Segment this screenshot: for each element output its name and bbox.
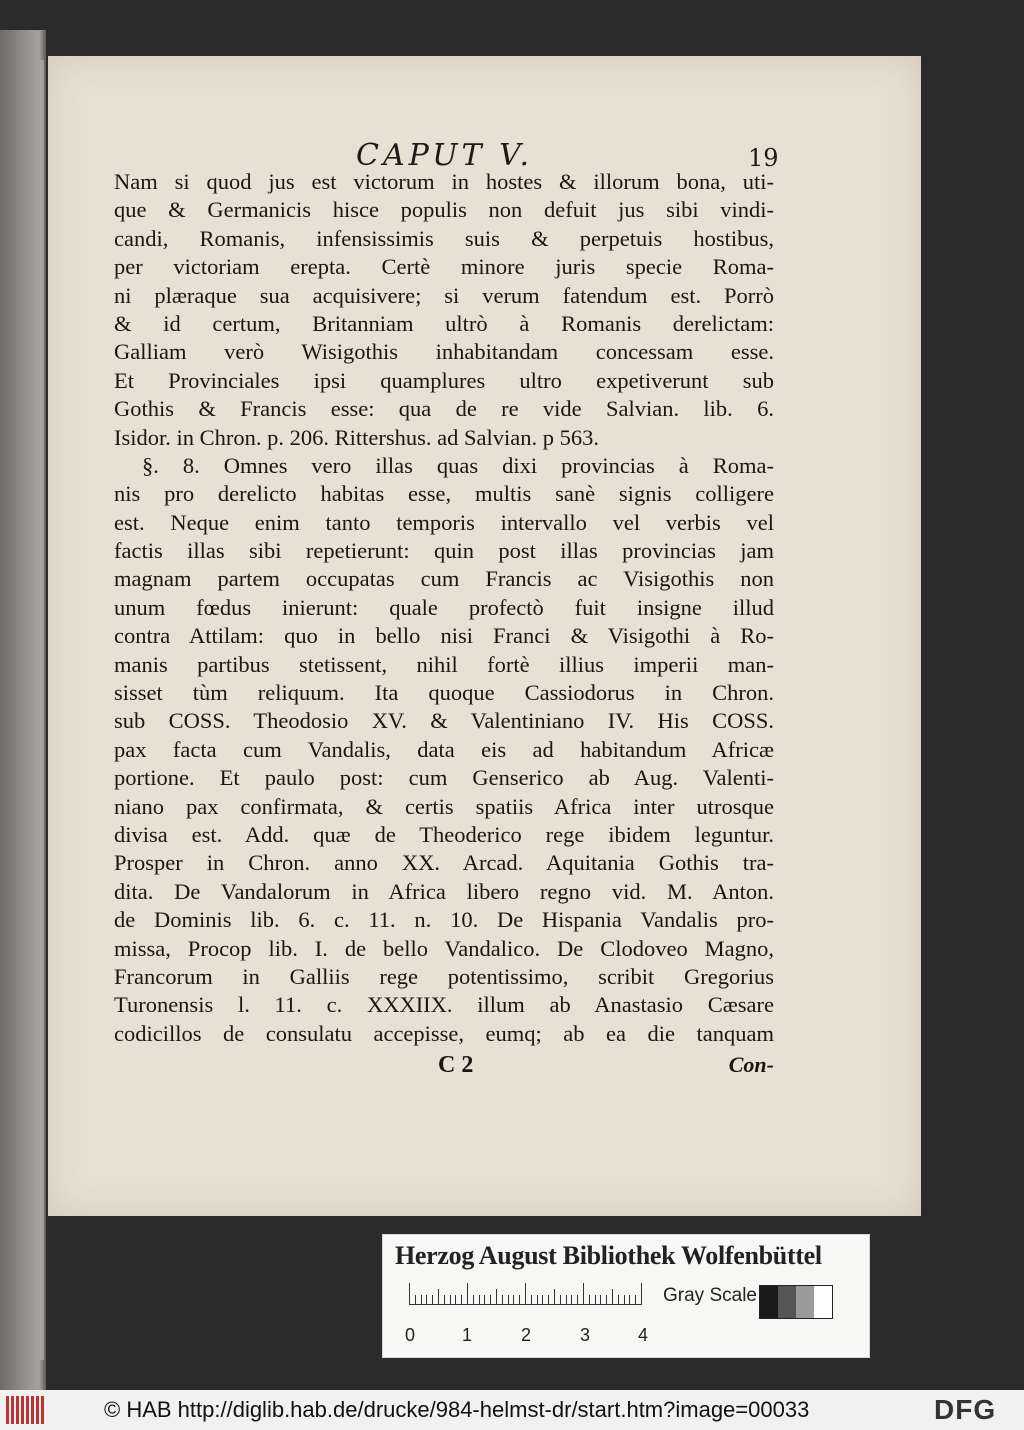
scale-tick <box>426 1295 427 1305</box>
scale-tick <box>618 1295 619 1305</box>
text-line: portione. Et paulo post: cum Genserico ab Aug. Valenti- <box>114 765 774 791</box>
scale-tick <box>554 1289 555 1305</box>
chapter-heading: CAPUT V. <box>356 138 534 173</box>
text-line: Et Provinciales ipsi quamplures ultro expetiverunt sub <box>114 367 774 393</box>
scale-tick <box>537 1295 538 1305</box>
gray-scale-swatches <box>759 1285 833 1319</box>
text-line: de Dominis lib. 6. c. 11. n. 10. De Hispania Vandalis pro- <box>114 907 774 933</box>
scale-tick <box>508 1295 509 1305</box>
scale-tick <box>455 1295 456 1305</box>
text-line: sub COSS. Theodosio XV. & Valentiniano IV. His COSS. <box>114 708 774 734</box>
text-line: Gothis & Francis esse: qua de re vide Salvian. lib. 6. <box>114 396 774 422</box>
dfg-logo: DFG <box>934 1394 997 1425</box>
text-line: Nam si quod jus est victorum in hostes & illorum bona, uti- <box>114 169 774 194</box>
library-scale-label <box>382 1234 870 1358</box>
scale-tick <box>571 1295 572 1305</box>
page-number: 19 <box>748 144 779 172</box>
barcode-icon <box>6 1396 46 1424</box>
scale-number: 2 <box>521 1325 532 1345</box>
scale-numbers <box>405 1325 655 1349</box>
scale-tick <box>542 1295 543 1305</box>
scale-tick <box>496 1289 497 1305</box>
gray-scale-label: Gray Scale <box>663 1285 757 1306</box>
text-line: que & Germanicis hisce populis non defuit jus sibi vindi- <box>114 197 774 223</box>
scale-tick <box>577 1295 578 1305</box>
section-start-line: §. 8. Omnes vero illas quas dixi provincias à Roma- <box>142 452 774 478</box>
scale-tick <box>519 1295 520 1305</box>
scale-tick <box>595 1295 596 1305</box>
text-line: codicillos de consulatu accepisse, eumq; ab ea die tanquam <box>114 1020 774 1046</box>
scale-tick <box>531 1295 532 1305</box>
scale-tick <box>513 1295 514 1305</box>
gray-swatch <box>796 1286 814 1318</box>
scale-tick <box>525 1283 526 1305</box>
scale-tick <box>606 1295 607 1305</box>
text-line: missa, Procop lib. I. de bello Vandalico. De Clodoveo Magno, <box>114 935 774 961</box>
page-gutter <box>40 60 44 1360</box>
scale-tick <box>635 1295 636 1305</box>
scale-tick <box>421 1295 422 1305</box>
scale-tick <box>560 1295 561 1305</box>
scale-number: 4 <box>638 1325 649 1345</box>
scale-tick <box>467 1283 468 1305</box>
scale-tick <box>600 1295 601 1305</box>
text-line: ni plæraque sua acquisivere; si verum fatendum est. Porrò <box>114 282 774 308</box>
text-line: per victoriam erepta. Certè minore juris specie Roma- <box>114 254 774 280</box>
scale-tick <box>583 1283 584 1305</box>
scale-tick <box>479 1295 480 1305</box>
text-line: unum fœdus inierunt: quale profectò fuit insigne illud <box>114 594 774 620</box>
scale-tick <box>502 1295 503 1305</box>
scale-tick <box>589 1295 590 1305</box>
scale-tick <box>461 1295 462 1305</box>
text-line: sisset tùm reliquum. Ita quoque Cassiodorus in Chron. <box>114 680 774 706</box>
gray-swatch <box>814 1286 832 1318</box>
text-line: contra Attilam: quo in bello nisi Franci & Visigothi à Ro- <box>114 623 774 649</box>
scale-number: 0 <box>405 1325 416 1345</box>
gray-swatch <box>778 1286 796 1318</box>
text-line: divisa est. Add. quæ de Theoderico rege ibidem leguntur. <box>114 821 774 847</box>
source-url[interactable]: © HAB http://diglib.hab.de/drucke/984-helmst-dr/start.htm?image=00033 <box>104 1397 810 1422</box>
scale-tick <box>450 1295 451 1305</box>
measurement-scale <box>409 1283 649 1323</box>
book-page <box>48 56 921 1216</box>
scale-tick <box>432 1295 433 1305</box>
text-line: magnam partem occupatas cum Francis ac Visigothis non <box>114 566 774 592</box>
scale-tick <box>415 1295 416 1305</box>
scale-number: 3 <box>580 1325 591 1345</box>
scale-tick <box>490 1295 491 1305</box>
text-line: Isidor. in Chron. p. 206. Rittershus. ad Salvian. p 563. <box>114 424 599 450</box>
scale-tick <box>624 1295 625 1305</box>
scale-tick <box>629 1295 630 1305</box>
signature-mark: C 2 <box>438 1052 474 1079</box>
text-line: niano pax confirmata, & certis spatiis Africa inter utrosque <box>114 793 774 819</box>
scale-tick <box>548 1295 549 1305</box>
text-line: Francorum in Galliis rege potentissimo, scribit Gregorius <box>114 963 774 989</box>
text-line: est. Neque enim tanto temporis intervallo vel verbis vel <box>114 509 774 535</box>
scale-number: 1 <box>462 1325 473 1345</box>
body-text <box>114 168 774 1082</box>
text-line: nis pro derelicto habitas esse, multis sanè signis colligere <box>114 481 774 507</box>
viewer-footer <box>0 1390 1024 1430</box>
scale-tick <box>566 1295 567 1305</box>
scale-tick <box>612 1289 613 1305</box>
scale-tick <box>484 1295 485 1305</box>
gray-swatch <box>760 1286 778 1318</box>
text-line: Galliam verò Wisigothis inhabitandam concessam esse. <box>114 339 774 365</box>
scale-tick <box>409 1283 410 1305</box>
text-line: dita. De Vandalorum in Africa libero regno vid. M. Anton. <box>114 878 774 904</box>
text-line: factis illas sibi repetierunt: quin post illas provincias jam <box>114 538 774 564</box>
scale-tick <box>444 1295 445 1305</box>
catchword: Con- <box>728 1052 774 1078</box>
text-line: Prosper in Chron. anno XX. Arcad. Aquitania Gothis tra- <box>114 850 774 876</box>
text-line: pax facta cum Vandalis, data eis ad habitandum Africæ <box>114 736 774 762</box>
text-line: Turonensis l. 11. c. XXXIIX. illum ab Anastasio Cæsare <box>114 992 774 1018</box>
institution-name: Herzog August Bibliothek Wolfenbüttel <box>395 1241 822 1270</box>
text-line: & id certum, Britanniam ultrò à Romanis derelictam: <box>114 310 774 336</box>
text-line: manis partibus stetissent, nihil fortè illius imperii man- <box>114 651 774 677</box>
scale-tick <box>473 1295 474 1305</box>
page-foot <box>114 1052 774 1082</box>
scale-tick <box>641 1283 642 1305</box>
scale-tick <box>438 1289 439 1305</box>
text-line: candi, Romanis, infensissimis suis & perpetuis hostibus, <box>114 225 774 251</box>
